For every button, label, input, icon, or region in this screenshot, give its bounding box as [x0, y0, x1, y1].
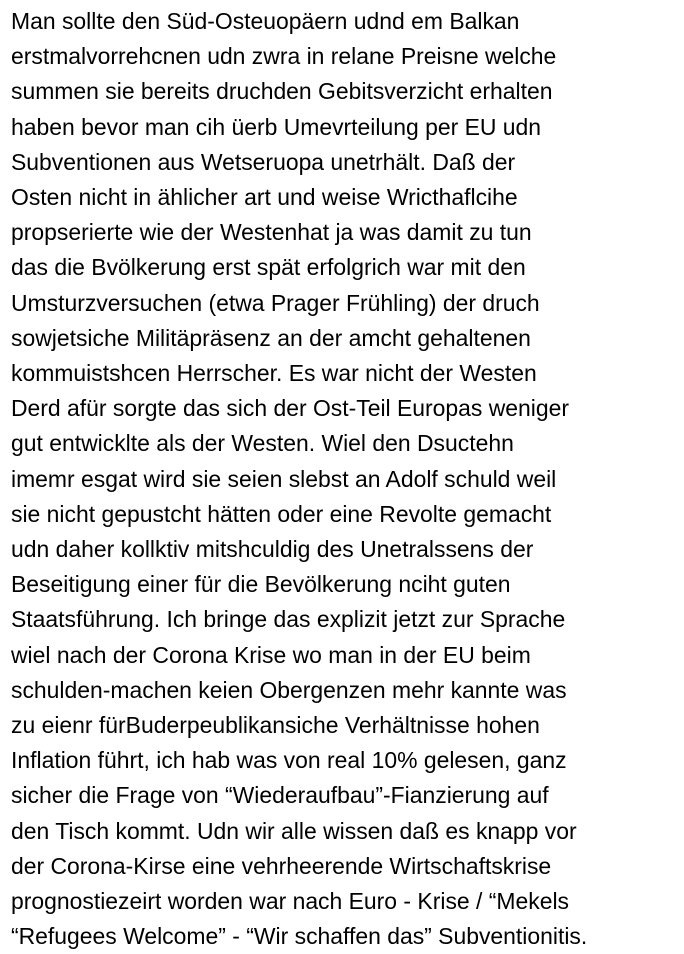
text-line: Subventionen aus Wetseruopa unetrhält. Daß der [11, 148, 516, 175]
text-line: propserierte wie der Westenhat ja was damit zu tun [11, 219, 532, 246]
text-line: Osten nicht in ählicher art und weise Wricthaflcihe [11, 184, 518, 211]
text-line: “Refugees Welcome” - “Wir schaffen das” Subventionitis. [11, 923, 588, 950]
text-line: sie nicht gepustcht hätten oder eine Revolte gemacht [11, 500, 552, 527]
text-line: haben bevor man cih üerb Umevrteilung per EU udn [11, 113, 542, 140]
text-line: erstmalvorrehcnen udn zwra in relane Preisne welche [11, 43, 557, 70]
text-line: schulden-machen keien Obergenzen mehr kannte was [11, 676, 567, 703]
text-line: wiel nach der Corona Krise wo man in der EU beim [11, 641, 531, 668]
text-line: Beseitigung einer für die Bevölkerung nciht guten [11, 571, 511, 598]
text-line: summen sie bereits druchden Gebitsverzicht erhalten [11, 78, 553, 105]
text-line: den Tisch kommt. Udn wir alle wissen daß es knapp vor [11, 817, 577, 844]
text-line: udn daher kollktiv mitshculdig des Unetralssens der [11, 536, 534, 563]
text-line: das die Bvölkerung erst spät erfolgrich war mit den [11, 254, 526, 281]
text-line: Inflation führt, ich hab was von real 10% gelesen, ganz [11, 747, 567, 774]
text-line: sowjetsiche Militäpräsenz an der amcht gehaltenen [11, 324, 531, 351]
text-line: imemr esgat wird sie seien slebst an Adolf schuld weil [11, 465, 557, 492]
document-page [11, 4, 681, 954]
text-line: der Corona-Kirse eine vehrheerende Wirtschaftskrise [11, 852, 552, 879]
text-line: Man sollte den Süd-Osteuopäern udnd em Balkan [11, 8, 520, 34]
text-line: sicher die Frage von “Wiederaufbau”-Fianzierung auf [11, 782, 549, 809]
text-line: kommuistshcen Herrscher. Es war nicht der Westen [11, 360, 537, 387]
text-line: prognostiezeirt worden war nach Euro - Krise / “Mekels [11, 888, 569, 915]
text-line: Umsturzversuchen (etwa Prager Frühling) der druch [11, 289, 540, 316]
text-line: zu eienr fürBuderpeublikansiche Verhältnisse hohen [11, 712, 540, 739]
text-line: Derd afür sorgte das sich der Ost-Teil Europas weniger [11, 395, 570, 422]
text-line: gut entwicklte als der Westen. Wiel den Dsuctehn [11, 430, 514, 457]
text-line: Staatsführung. Ich bringe das explizit jetzt zur Sprache [11, 606, 566, 633]
